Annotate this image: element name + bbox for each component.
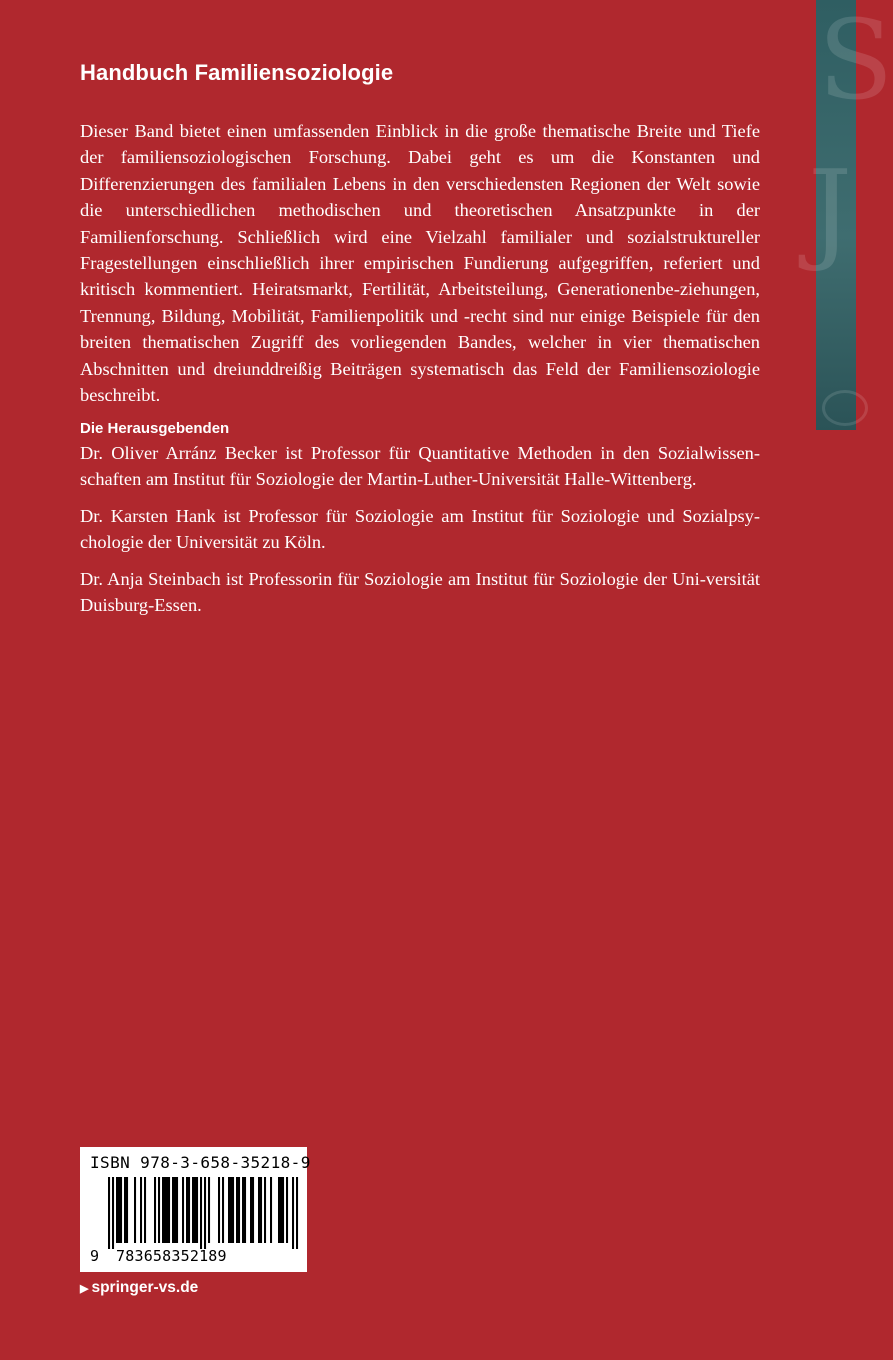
book-description <box>80 118 760 408</box>
barcode-bar <box>176 1177 178 1243</box>
barcode-bar <box>112 1177 114 1249</box>
spine-decorative-swirl <box>822 390 868 426</box>
description-line: Familienforschung. Schließlich wird eine Vielzahl familialer und sozialstruktureller <box>80 226 760 247</box>
barcode-first-digit: 9 <box>90 1247 100 1265</box>
description-line: ziehungen, Trennung, Bildung, Mobilität, Familienpolitik und -recht sind nur einige <box>80 279 760 326</box>
editor-bio-line: chologie der Universität zu Köln. <box>80 532 326 553</box>
barcode-bar <box>188 1177 190 1243</box>
barcode-bars <box>108 1177 298 1249</box>
barcode-bar <box>174 1177 176 1243</box>
barcode-bar <box>124 1177 126 1243</box>
barcode-bar <box>286 1177 288 1243</box>
barcode-bar <box>296 1177 298 1249</box>
description-line: Dieser Band bietet einen umfassenden Einblick in die große thematische Breite und <box>80 121 722 141</box>
book-title: Handbuch Familiensoziologie <box>80 60 394 85</box>
isbn-barcode <box>80 1147 311 1272</box>
barcode-bar <box>238 1177 240 1243</box>
barcode-bar <box>158 1177 160 1243</box>
barcode-bar <box>196 1177 198 1243</box>
description-line: und kritisch kommentiert. Heiratsmarkt, Fertilität, Arbeitsteilung, Generationenbe- <box>80 253 760 300</box>
editor-bio <box>80 503 760 556</box>
barcode-bar <box>258 1177 260 1243</box>
barcode-bar <box>118 1177 120 1243</box>
barcode-bar <box>108 1177 110 1249</box>
triangle-right-icon: ▶ <box>80 1282 89 1295</box>
editors-heading: Die Herausgebenden <box>80 420 230 437</box>
barcode-bar <box>186 1177 188 1243</box>
barcode-bar <box>194 1177 196 1243</box>
description-line: Beispiele für den breiten thematischen Zugriff des vorliegenden Bandes, welcher in <box>80 305 760 353</box>
barcode-digits: 783658352189 <box>116 1247 227 1265</box>
editor-bio-line: versität Duisburg-Essen. <box>80 569 760 616</box>
barcode-bar <box>252 1177 254 1243</box>
isbn-label: ISBN 978-3-658-35218-9 <box>90 1153 311 1172</box>
barcode-bar <box>120 1177 122 1243</box>
barcode-bar <box>166 1177 168 1243</box>
barcode-bar <box>232 1177 234 1243</box>
barcode-bar <box>134 1177 136 1243</box>
editor-bio-line: Dr. Oliver Arránz Becker ist Professor für Quantitative Methoden in den Sozialwissen- <box>80 443 760 463</box>
barcode-bar <box>260 1177 262 1243</box>
barcode-bar <box>204 1177 206 1249</box>
barcode-bar <box>154 1177 156 1243</box>
barcode-bar <box>200 1177 202 1249</box>
description-line: vier thematischen Abschnitten und dreiunddreißig Beiträgen systematisch das Feld <box>80 332 761 379</box>
barcode-bar <box>228 1177 230 1243</box>
barcode-bar <box>126 1177 128 1243</box>
barcode-bar <box>230 1177 232 1243</box>
barcode-bar <box>144 1177 146 1243</box>
spine-decorative-letter: J <box>808 146 853 274</box>
barcode-bar <box>172 1177 174 1243</box>
publisher-website-link[interactable] <box>80 1279 198 1297</box>
barcode-bar <box>218 1177 220 1243</box>
barcode-bar <box>168 1177 170 1243</box>
barcode-bar <box>162 1177 164 1243</box>
barcode-bar <box>282 1177 284 1243</box>
editor-bio <box>80 566 760 619</box>
barcode-bar <box>236 1177 238 1243</box>
editor-bio-line: Dr. Anja Steinbach ist Professorin für Soziologie am Institut für Soziologie der Uni- <box>80 569 706 589</box>
barcode-bar <box>270 1177 272 1243</box>
barcode-bar <box>250 1177 252 1243</box>
barcode-bar <box>164 1177 166 1243</box>
editor-bio-line: Dr. Karsten Hank ist Professor für Soziologie am Institut für Soziologie und Sozialpsy- <box>80 506 760 526</box>
description-line: der Familiensoziologie beschreibt. <box>80 358 761 406</box>
description-line: Differenzierungen des familialen Lebens in den verschiedensten Regionen der Welt <box>80 173 718 194</box>
barcode-bar <box>192 1177 194 1243</box>
barcode-bar <box>208 1177 210 1243</box>
editor-bio <box>80 440 760 493</box>
barcode-bar <box>280 1177 282 1243</box>
description-line: Fragestellungen einschließlich ihrer empirischen Fundierung aufgegriffen, referiert <box>80 253 733 274</box>
barcode-bar <box>116 1177 118 1243</box>
publisher-website-label: springer-vs.de <box>91 1279 199 1296</box>
description-line: sowie die unterschiedlichen methodischen und theoretischen Ansatzpunkte in der <box>80 173 760 221</box>
barcode-bar <box>264 1177 266 1243</box>
spine-edge-strip <box>808 0 893 430</box>
barcode-bar <box>182 1177 184 1243</box>
barcode-bar <box>244 1177 246 1243</box>
barcode-bar <box>278 1177 280 1243</box>
barcode-bar <box>292 1177 294 1249</box>
editor-bio-line: schaften am Institut für Soziologie der Martin-Luther-Universität Halle-Wittenberg. <box>80 469 697 490</box>
spine-decorative-letter: S <box>818 0 893 124</box>
description-line: Tiefe der familiensoziologischen Forschung. Dabei geht es um die Konstanten und <box>80 121 760 168</box>
barcode-bar <box>140 1177 142 1243</box>
barcode-bar <box>222 1177 224 1243</box>
barcode-bar <box>242 1177 244 1243</box>
